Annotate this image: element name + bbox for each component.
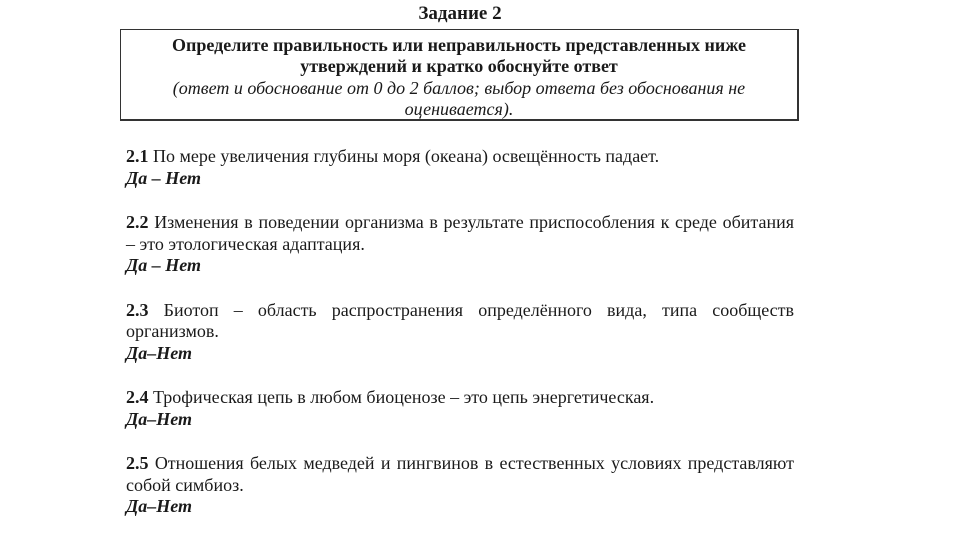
- statement-list: [126, 146, 794, 518]
- instruction-box: [120, 29, 799, 121]
- statement-text: Изменения в поведении организма в результате приспособления к среде обитания – это этологическая адаптация.: [126, 212, 794, 254]
- statement-number: 2.2: [126, 212, 149, 232]
- statement-number: 2.5: [126, 453, 149, 473]
- statement-number: 2.3: [126, 299, 149, 320]
- answer-options: Да–Нет: [126, 496, 193, 516]
- statement-number: 2.1: [126, 146, 149, 166]
- statement-text: По мере увеличения глубины моря (океана) освещённость падает.: [153, 146, 660, 166]
- statement-number: 2.4: [126, 387, 149, 407]
- statement-item: [126, 453, 794, 518]
- answer-options: Да – Нет: [126, 255, 202, 275]
- answer-options: Да–Нет: [126, 408, 193, 429]
- instruction-note: (ответ и обоснование от 0 до 2 баллов; выбор ответа без обоснования не оценивается).: [172, 78, 746, 119]
- statement-item: [126, 146, 794, 189]
- statement-text: Трофическая цепь в любом биоценозе – это цепь энергетическая.: [153, 387, 655, 407]
- statement-text: Биотоп – область распространения определённого вида, типа сообществ организмов.: [126, 299, 795, 341]
- statement-item: [126, 387, 794, 430]
- statement-item: [126, 212, 794, 277]
- instruction-text: Определите правильность или неправильность представленных ниже утверждений и кратко обоснуйте ответ: [171, 35, 747, 76]
- statement-item: [126, 300, 794, 365]
- answer-options: Да – Нет: [126, 167, 202, 188]
- statement-text: Отношения белых медведей и пингвинов в естественных условиях представляют собой симбиоз.: [126, 453, 794, 495]
- page-title: Задание 2: [418, 3, 502, 24]
- answer-options: Да–Нет: [126, 342, 193, 363]
